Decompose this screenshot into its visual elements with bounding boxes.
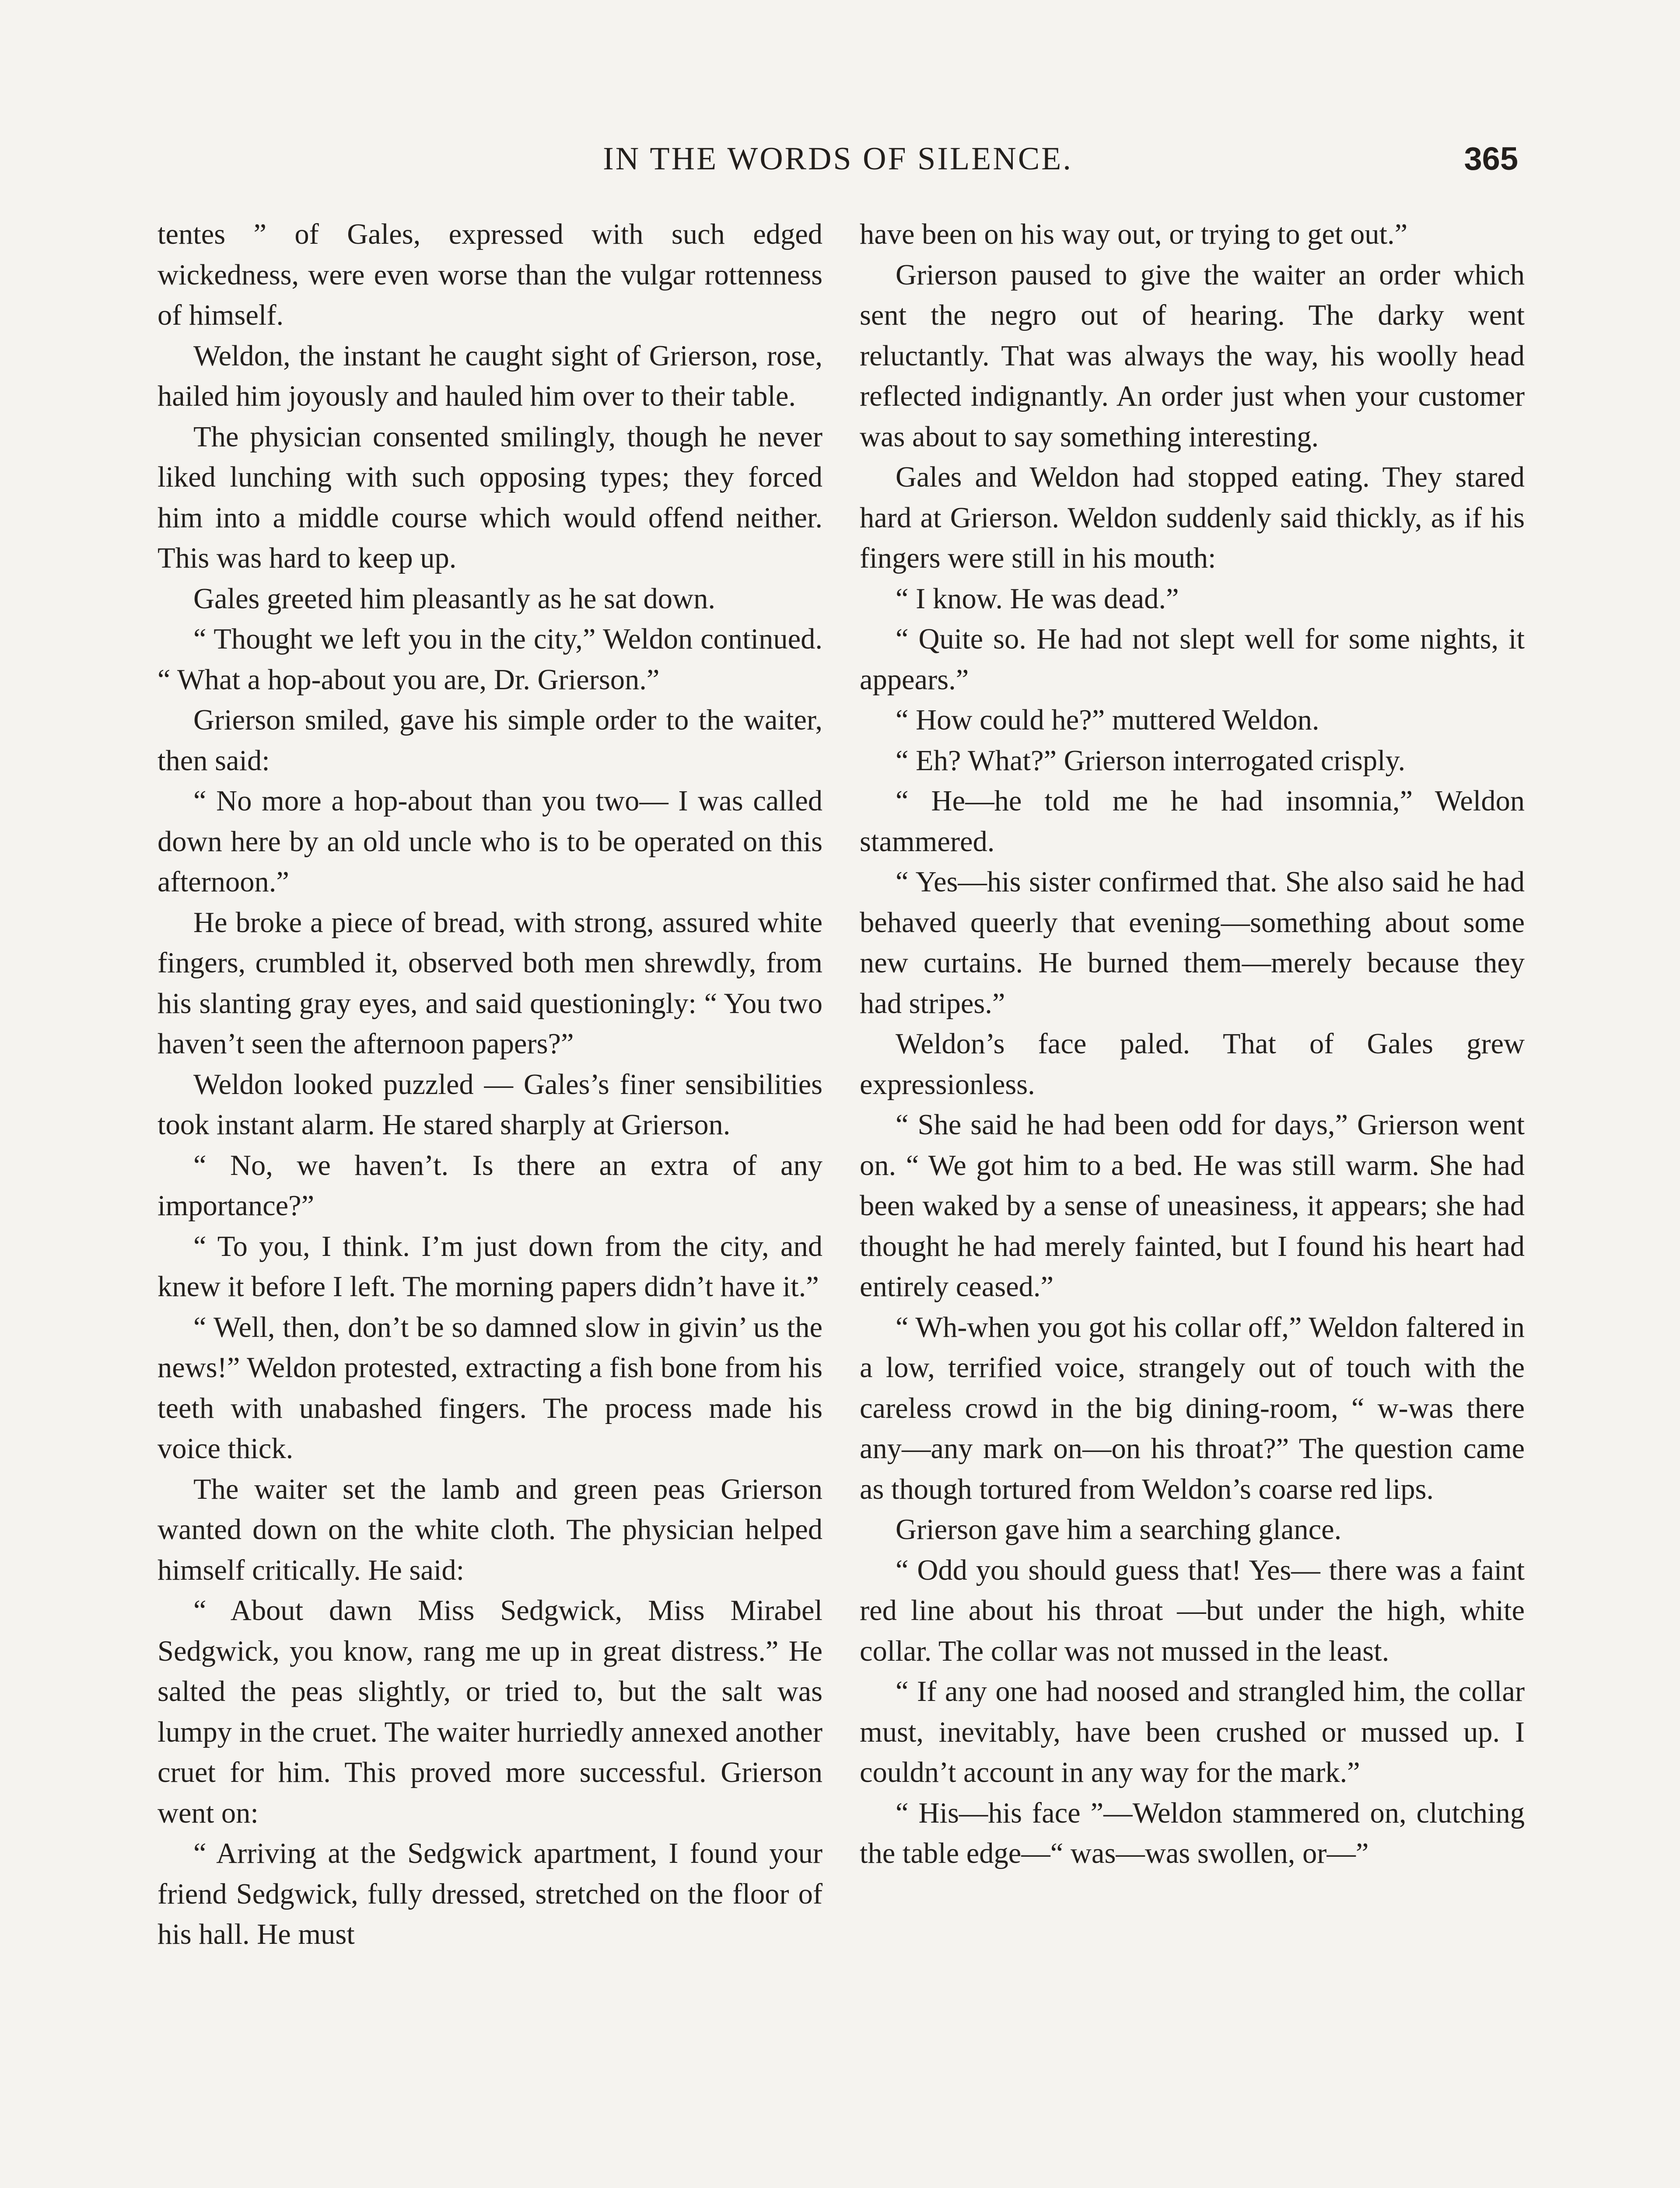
paragraph: “ About dawn Miss Sedgwick, Miss Mirabel Sedgwick, you know, rang me up in great distress.” He salted the peas slightly, or tried to, but the salt was lumpy in the cruet. The waiter hurriedly annexed another cruet for him. This proved more successful. Grierson went on: [158, 1595, 822, 1829]
paragraph: Gales greeted him pleasantly as he sat down. [193, 582, 715, 615]
left-column [158, 214, 822, 1955]
paragraph: “ To you, I think. I’m just down from the city, and knew it before I left. The morning papers didn’t have it.” [158, 1230, 822, 1303]
paragraph: “ Yes—his sister confirmed that. She also said he had behaved queerly that evening—something about some new curtains. He burned them—merely because they had stripes.” [860, 866, 1525, 1020]
paragraph: Grierson smiled, gave his simple order to the waiter, then said: [158, 704, 822, 777]
paragraph: tentes ” of Gales, expressed with such edged wickedness, were even worse than the vulgar rottenness of himself. [158, 218, 822, 331]
paragraph: “ She said he had been odd for days,” Grierson went on. “ We got him to a bed. He was still warm. She had been waked by a sense of uneasiness, it appears; she had thought he had merely fainted, but I found his heart had entirely ceased.” [860, 1109, 1525, 1303]
paragraph: “ Odd you should guess that! Yes— there was a faint red line about his throat —but under the high, white collar. The collar was not mussed in the least. [860, 1554, 1525, 1667]
paragraph: “ Well, then, don’t be so damned slow in givin’ us the news!” Weldon protested, extracting a fish bone from his teeth with unabashed fingers. The process made his voice thick. [158, 1311, 822, 1465]
paragraph: “ Quite so. He had not slept well for some nights, it appears.” [860, 623, 1525, 696]
paragraph: Weldon, the instant he caught sight of Grierson, rose, hailed him joyously and hauled him over to their table. [158, 340, 822, 412]
paragraph: “ Wh-when you got his collar off,” Weldon faltered in a low, terrified voice, strangely out of touch with the careless crowd in the big dining-room, “ w-was there any—any mark on—on his throat?” The question came as though tortured from Weldon’s coarse red lips. [860, 1311, 1525, 1505]
paragraph: The waiter set the lamb and green peas Grierson wanted down on the white cloth. The physician helped himself critically. He said: [158, 1473, 822, 1586]
paragraph: Weldon’s face paled. That of Gales grew expressionless. [860, 1028, 1525, 1101]
paragraph: have been on his way out, or trying to get out.” [860, 218, 1408, 250]
page-number: 365 [1464, 140, 1518, 177]
paragraph: “ How could he?” muttered Weldon. [896, 704, 1320, 736]
paragraph: He broke a piece of bread, with strong, assured white fingers, crumbled it, observed both men shrewdly, from his slanting gray eyes, and said questioningly: “ You two haven’t seen the afternoon papers?” [158, 906, 822, 1060]
right-column [860, 214, 1525, 1874]
paragraph: The physician consented smilingly, though he never liked lunching with such opposing types; they forced him into a middle course which would offend neither. This was hard to keep up. [158, 421, 822, 574]
paragraph: “ No, we haven’t. Is there an extra of any importance?” [158, 1149, 822, 1222]
paragraph: Weldon looked puzzled — Gales’s finer sensibilities took instant alarm. He stared sharply at Grierson. [158, 1068, 822, 1141]
paragraph: Gales and Weldon had stopped eating. They stared hard at Grierson. Weldon suddenly said thickly, as if his fingers were still in his mouth: [860, 461, 1525, 574]
page-header [158, 139, 1518, 179]
paragraph: “ His—his face ”—Weldon stammered on, clutching the table edge—“ was—was swollen, or—” [860, 1797, 1525, 1869]
paragraph: Grierson gave him a searching glance. [896, 1514, 1342, 1546]
paragraph: “ No more a hop-about than you two— I was called down here by an old uncle who is to be operated on this afternoon.” [158, 785, 822, 898]
paragraph: “ I know. He was dead.” [896, 582, 1179, 615]
paragraph: “ Arriving at the Sedgwick apartment, I found your friend Sedgwick, fully dressed, stretched on the floor of his hall. He must [158, 1837, 822, 1950]
running-title: IN THE WORDS OF SILENCE. [603, 141, 1073, 177]
paragraph: “ Thought we left you in the city,” Weldon continued. “ What a hop-about you are, Dr. Grierson.” [158, 623, 822, 696]
paragraph: “ He—he told me he had insomnia,” Weldon stammered. [860, 785, 1525, 858]
paragraph: Grierson paused to give the waiter an order which sent the negro out of hearing. The darky went reluctantly. That was always the way, his woolly head reflected indignantly. An order just when your customer was about to say something interesting. [860, 259, 1525, 453]
paragraph: “ If any one had noosed and strangled him, the collar must, inevitably, have been crushed or mussed up. I couldn’t account in any way for the mark.” [860, 1676, 1525, 1788]
paragraph: “ Eh? What?” Grierson interrogated crisply. [896, 744, 1406, 777]
